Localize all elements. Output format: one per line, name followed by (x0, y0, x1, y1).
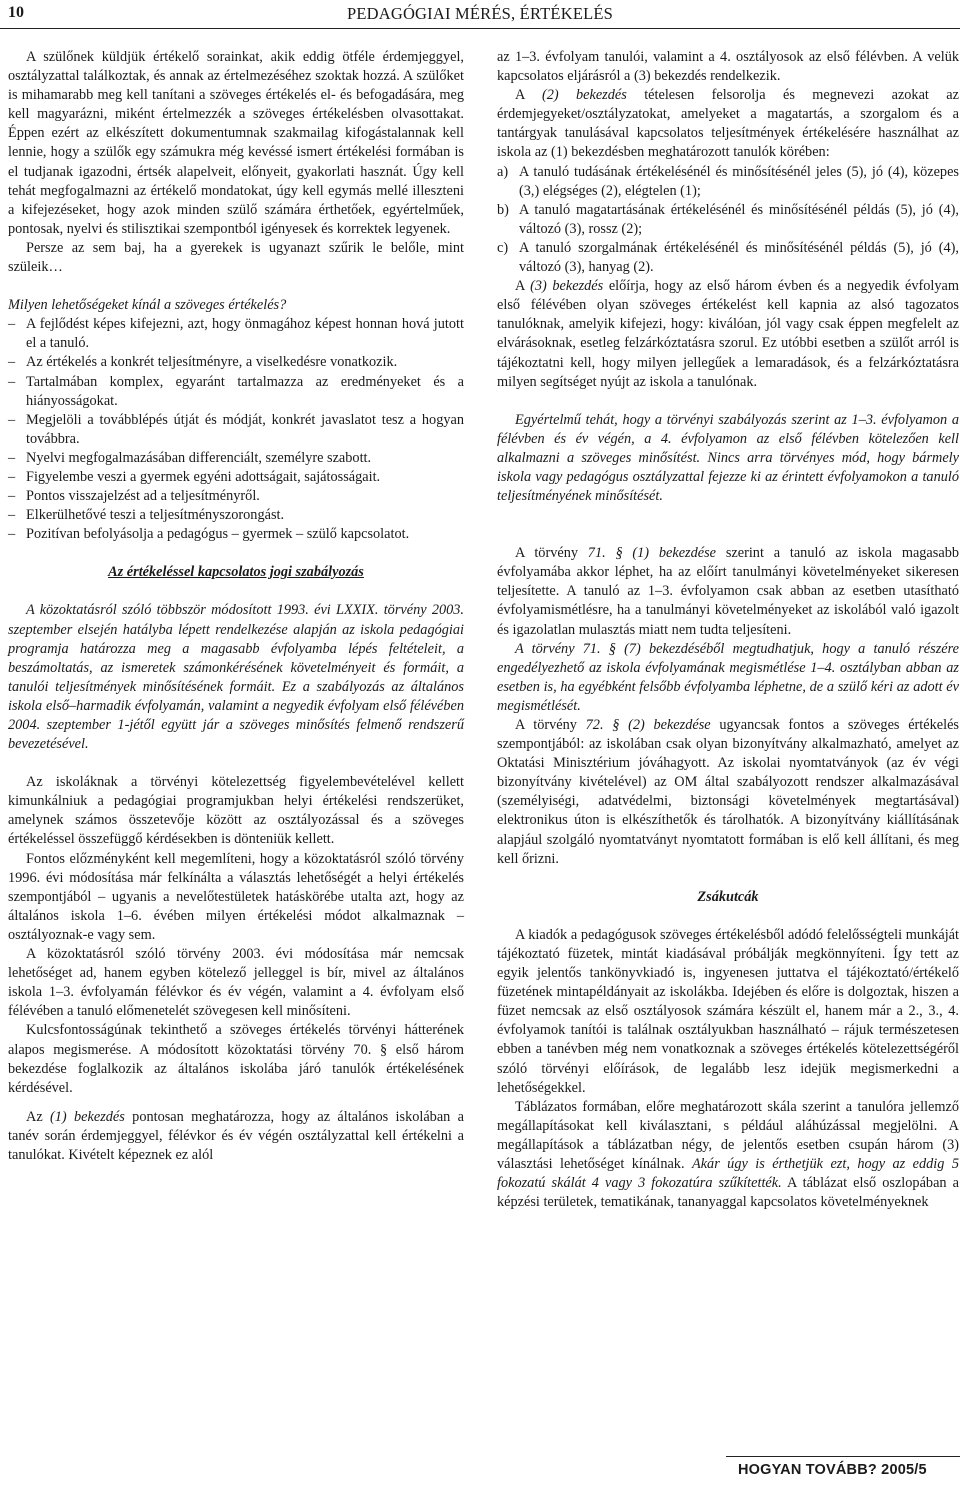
list-item: a) A tanuló tudásának értékelésénél és minősítésénél jeles (5), jó (4), közepes (3,) elégséges (2), elégtelen (1); (497, 163, 959, 199)
paragraph: Persze az sem baj, ha a gyerekek is ugyanazt szűrik le belőle, mint szüleik… (8, 239, 464, 276)
list-item: – Pontos visszajelzést ad a teljesítményről. (8, 487, 464, 506)
list-item: – Figyelembe veszi a gyermek egyéni adottságait, sajátosságait. (8, 468, 464, 487)
list-item: – Nyelvi megfogalmazásában differenciált, személyre szabott. (8, 449, 464, 468)
paragraph: Az iskoláknak a törvényi kötelezettség figyelembevételével kellett kimunkálniuk a pedagógiai programjukban helyi értékelési rendszerüket, amelynek számos összetevője között az osztályozással és a szöveges értékeléssel összefüggő kérdésekben is dönteniük kellett. (8, 774, 464, 848)
paragraph: az 1–3. évfolyam tanulói, valamint a 4. osztályosok az első félévben. A velük kapcsolatos eljárásról a (3) bekezdés rendelkezik. (497, 49, 959, 85)
section-title: Az értékeléssel kapcsolatos jogi szabályozás (108, 564, 364, 581)
paragraph: A kiadók a pedagógusok szöveges értékelésből adódó felelősségteli munkáját tájékoztató füzetek, mintát kiadásával próbálják megkönnyíteni. Így tett az egyik jelentős tankönyvkiadó is, ingyenesen juttatva el tájékoztató/értékelő füzetének mintapéldányait az iskolákba. Idejében és előre is dolgoztak, hiszen a füzet nemcsak az első osztályosok számára készült el, hanem már a 2., 3., 4. évfolyamok tanítói is találnak osztályukban használható – rájuk természetesen ebben a tanévben még nem vonatkoznak a szöveges értékelés kötelezettségéről szóló törvényi előírások, de legalább lesz idejük megismerkedni a lehetőségekkel. (497, 926, 959, 1096)
paragraph: A (2) bekezdés tételesen felsorolja és megnevezi azokat az érdemjegyeket/osztályzatokat, amelyeket a magatartás, a szorgalom és a tantárgyak tanulásával kapcsolatos teljesítmények értékelésére használhat az iskola az (1) bekezdésben meghatározott tanulók körében: (497, 87, 959, 161)
paragraph: A (3) bekezdés előírja, hogy az első három évben és a negyedik évfolyam első félévében olyan szöveges értékelést kell kapnia az alsó tagozatos tanulóknak, amelyik kifejezi, hogy: kiválóan, jól vagy csak éppen megfelelt az elvárásoknak, esetleg felzárkóztatásra szorul. Ez utóbbi esetben a szülőt arról is tájékoztatni kell, hogy milyen jellegűek a lemaradások, és a felzárkóztatásra milyen segítséget nyújt az iskola a tanulónak. (497, 278, 959, 390)
right-column (497, 48, 959, 1212)
benefits-list (8, 315, 464, 544)
paragraph: Fontos előzményként kell megemlíteni, hogy a közoktatásról szóló törvény 1996. évi módosítása már felkínálta a választás lehetőségét a helyi értékelés szempontjából – ugyanis a nevelőtestületek hatáskörébe utalta azt, hogy az általános iskola 1–6. évében milyen értékelési módot alkalmaznak – osztályoznak-e vagy sem. (8, 850, 464, 943)
list-item: – Megjelöli a továbblépés útját és módját, konkrét javaslatot tesz a hogyan továbbra. (8, 411, 464, 449)
list-item: – Elkerülhetővé teszi a teljesítményszorongást. (8, 506, 464, 525)
page-number: 10 (8, 4, 24, 21)
list-item: – Tartalmában komplex, egyaránt tartalmazza az eredményeket és a hiányosságokat. (8, 373, 464, 411)
paragraph: A közoktatásról szóló törvény 2003. évi módosítása már nemcsak lehetőséget ad, hanem egyben kötelező jelleggel is bír, mivel az általános iskola 1–3. évfolyamán félévkor és év végén, valamint a 4. évfolyam első félévében a tanuló előmenetelét szövegesen kell minősíteni. (8, 946, 464, 1020)
question-heading: Milyen lehetőségeket kínál a szöveges értékelés? (8, 297, 287, 314)
paragraph: A szülőnek küldjük értékelő sorainkat, akik eddig ötféle érdemjeggyel, osztályzattal találkoztak, és annak az értelmezéséhez szoktak hozzá. A szülőket is mihamarabb meg kell tanítani a szöveges értékelés el- és befogadására, meg kell magyarázni, miként értelmezzék a szöveges értékelésben olvasottakat. Éppen ezért az elkészített dokumentumnak szakmailag kifogástalannak kell lennie, hogy a szülők egy számukra még kevéssé ismert értékelési formában is el tudjanak igazodni, értsék alapelveit, előnyeit, gyakorlati hasznát. Úgy kell tehát megfogalmazni az értékelő mondatokat, úgy kell egymás mellé illeszteni a kifejezéseket, hogy azok minden szülő számára érthetőek, egyértelműek, pontosak, nyelvi és stilisztikai szempontból igényesek és korrektek legyenek. (8, 49, 464, 237)
header-rule (0, 28, 960, 29)
list-item: c) A tanuló szorgalmának értékelésénél és minősítésénél példás (5), jó (4), változó (3), hanyag (2). (497, 239, 959, 276)
footer-rule (726, 1456, 960, 1457)
grade-list (497, 163, 959, 278)
list-item: – A fejlődést képes kifejezni, azt, hogy önmagához képest honnan hová jutott el a tanuló. (8, 315, 464, 353)
paragraph: Táblázatos formában, előre meghatározott skála szerint a tanulóra jellemző megállapításokat kell kiválasztani, s például aláhúzással megjelölni. A megállapítások a táblázatban négy, de jelentős esetben csupán három (3) választási lehetőséget kínálnak. Akár úgy is érthetjük ezt, hogy az eddig 5 fokozatú skálát 4 vagy 3 fokozatúra szűkítették. A táblázat első oszlopában a képzési területek, tematikának, tananyaggal kapcsolatos követelményeknek (497, 1098, 960, 1211)
running-title: PEDAGÓGIAI MÉRÉS, ÉRTÉKELÉS (346, 4, 614, 23)
list-item: – Az értékelés a konkrét teljesítményre, a viselkedésre vonatkozik. (8, 353, 464, 372)
section-title: Zsákutcák (697, 888, 759, 905)
paragraph: Kulcsfontosságúnak tekinthető a szöveges értékelés törvényi hátterének alapos megismerése. A módosított közoktatási törvény 70. § első három bekezdése foglalkozik az általános iskolába járó tanulók értékelésének kérdésével. (8, 1022, 464, 1096)
footer-text: HOGYAN TOVÁBB? 2005/5 (738, 1462, 927, 1478)
paragraph: A törvény 71. § (7) bekezdéséből megtudhatjuk, hogy a tanuló részére engedélyezhető az iskola évfolyamának megismétlése 1–4. osztályban abban az esetben is, ha egyébként felsőbb évfolyamba léphetne, de a szülő kéri az adott év megismétlését. (497, 640, 959, 714)
paragraph: Az (1) bekezdés pontosan meghatározza, hogy az általános iskolában a tanév során érdemjeggyel, félévkor és év végén osztályzattal kell értékelni a tanulókat. Kivételt képeznek ez alól (8, 1108, 465, 1163)
page-header (0, 0, 960, 30)
list-item: – Pozitívan befolyásolja a pedagógus – gyermek – szülő kapcsolatot. (8, 525, 464, 544)
law-intro: A közoktatásról szóló többször módosított 1993. évi LXXIX. törvény 2003. szeptember elsején hatályba lépett rendelkezése alapján az iskola pedagógiai programja határozza meg a magasabb évfolyamba lépés feltételeit, a beszámoltatás, az ismeretek számonkérésének követelményeit és formáit, a tanulói teljesítmények minősítésének formáit. Ez a szabályozás az általános iskola első–harmadik évfolyamán, valamint a negyedik évfolyam első félévében 2004. szeptember 1-jétől együtt jár a szöveges minősítés felmenő rendszerű bevezetésével. (8, 602, 464, 753)
left-column (8, 48, 464, 1165)
list-item: b) A tanuló magatartásának értékelésénél és minősítésénél példás (5), jó (4), változó (3), rossz (2); (497, 201, 959, 237)
paragraph: A törvény 71. § (1) bekezdése szerint a tanuló az iskola magasabb évfolyamába akkor léphet, ha az előírt tanulmányi követelményeket sikeresen teljesítette. A tanuló az 1–3. évfolyamon csak abban az esetben utasítható évfolyamismétlésre, ha a tanulmányi követelményeket az iskolából való igazolt és igazolatlan mulasztás miatt nem tudta teljesíteni. (497, 545, 959, 638)
paragraph: A törvény 72. § (2) bekezdése ugyancsak fontos a szöveges értékelés szempontjából: az iskolában csak olyan bizonyítvány alkalmazható, amelyet az Oktatási Minisztérium jóváhagyott. Az iskolai nyomtatványok (az év végi bizonyítvány kivételével) az OM által szabályozott rendszer alkalmazásával (személyiségi, adatvédelmi, biztonsági követelmények megtartásával) elektronikus úton is elkészíthetők és tárolhatók. A bizonyítvány kiállításának alapjául szolgáló nyomtatványt nyomtatott formában is elő kell állítani, és meg kell őrizni. (497, 717, 959, 867)
summary-paragraph: Egyértelmű tehát, hogy a törvényi szabályozás szerint az 1–3. évfolyamon a félévben és év végén, a 4. évfolyamon az első félévben kötelezően kell alkalmazni a szöveges minősítést. Nincs arra törvényes mód, hogy bármely iskola vagy pedagógus osztályzattal fejezze ki az érintett évfolyamokon a tanuló teljesítményének minősítését. (497, 411, 959, 505)
